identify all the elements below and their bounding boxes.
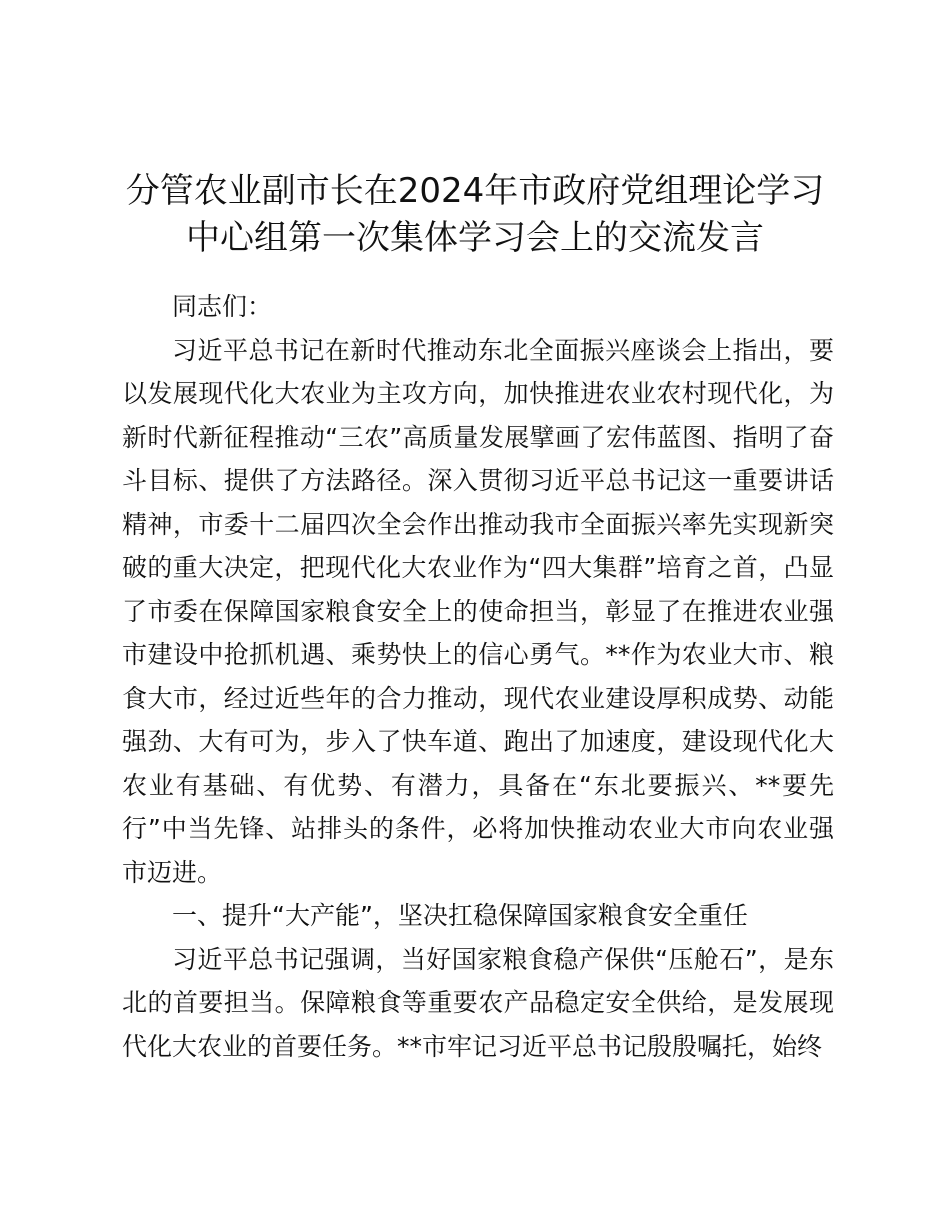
- body-paragraph: 习近平总书记在新时代推动东北全面振兴座谈会上指出，要以发展现代化大农业为主攻方向，加快推进农业农村现代化，为新时代新征程推动“三农”高质量发展擘画了宏伟蓝图、指明了奋斗目标、提供了方法路径。深入贯彻习近平总书记这一重要讲话精神，市委十二届四次全会作出推动我市全面振兴率先实现新突破的重大决定，把现代化大农业作为“四大集群”培育之首，凸显了市委在保障国家粮食安全上的使命担当，彰显了在推进农业强市建设中抢抓机遇、乘势快上的信心勇气。**作为农业大市、粮食大市，经过近些年的合力推动，现代农业建设厚积成势、动能强劲、大有可为，步入了快车道、跑出了加速度，建设现代化大农业有基础、有优势、有潜力，具备在“东北要振兴、**要先行”中当先锋、站排头的条件，必将加快推动农业大市向农业强市迈进。: [122, 335, 834, 887]
- salutation: 同志们：: [172, 292, 273, 321]
- section-heading: 一、提升“大产能”，坚决扛稳保障国家粮食安全重任: [172, 901, 748, 930]
- document-title: 分管农业副市长在2024年市政府党组理论学习中心组第一次集体学习会上的交流发言: [125, 171, 825, 258]
- section-paragraph: 习近平总书记强调，当好国家粮食稳产保供“压舱石”，是东北的首要担当。保障粮食等重要农产品稳定安全供给，是发展现代化大农业的首要任务。**市牢记习近平总书记殷殷嘱托，始终: [122, 944, 834, 1061]
- document-body: [122, 285, 834, 1068]
